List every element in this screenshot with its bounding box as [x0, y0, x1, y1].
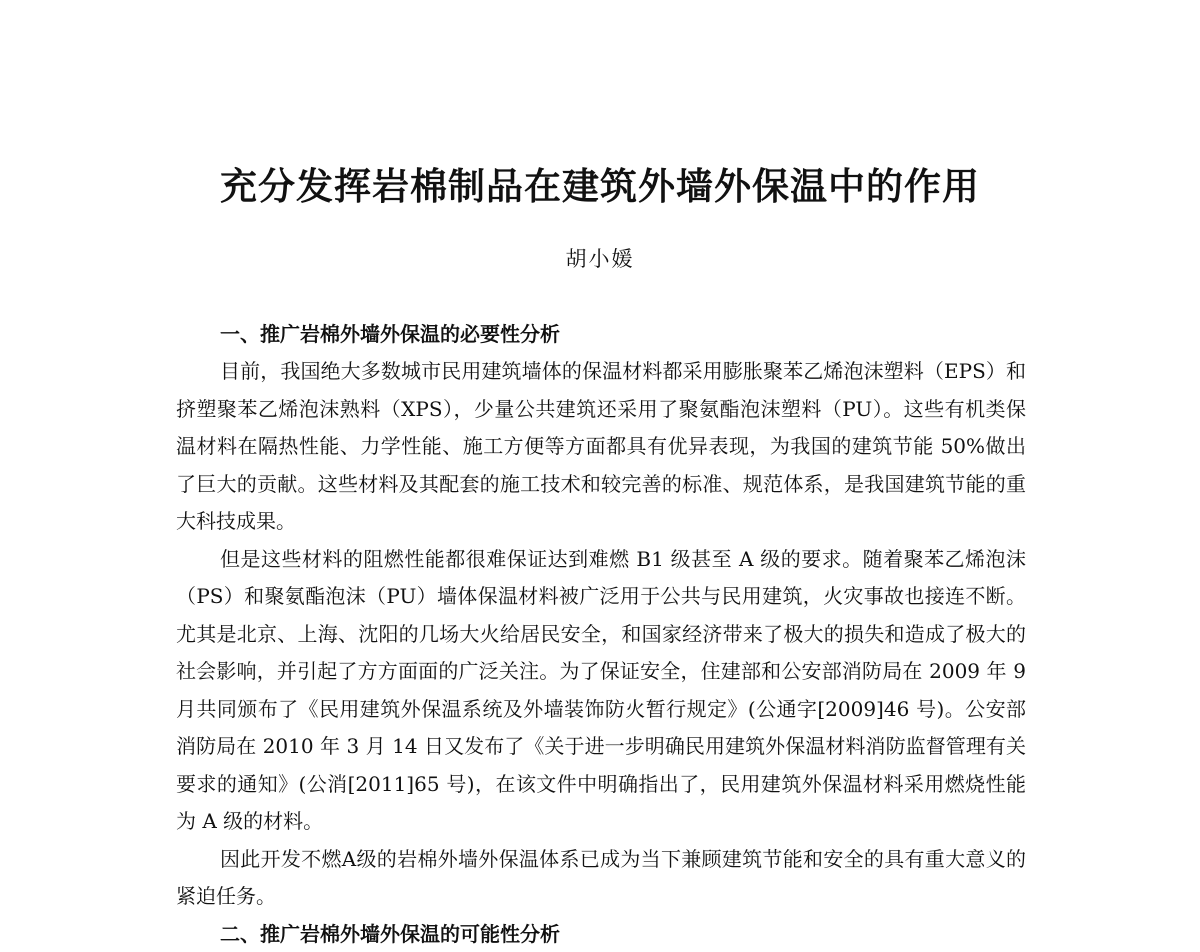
paper-author: 胡小媛 — [565, 247, 635, 271]
paragraph-2: 但是这些材料的阻燃性能都很难保证达到难燃 B1 级甚至 A 级的要求。随着聚苯乙烯泡沫（PS）和聚氨酯泡沫（PU）墙体保温材料被广泛用于公共与民用建筑，火灾事故也接连不断。尤其是北京、上海、沈阳的几场大火给居民安全，和国家经济带来了极大的损失和造成了极大的社会影响，并引起了方方面面的广泛关注。为了保证安全，住建部和公安部消防局在 2009 年 9 月共同颁布了《民用建筑外保温系统及外墙装饰防火暂行规定》(公通字[2009]46 号)。公安部消防局在 2010 年 3 月 14 日又发布了《关于进一步明确民用建筑外保温材料消防监督管理有关要求的通知》(公消[2011]65 号)，在该文件中明确指出了，民用建筑外保温材料采用燃烧性能为 A 级的材料。 — [176, 546, 1026, 833]
section-heading-1: 一、推广岩棉外墙外保温的必要性分析 — [220, 322, 560, 346]
paper-title: 充分发挥岩棉制品在建筑外墙外保温中的作用 — [220, 165, 980, 208]
paragraph-3: 因此开发不燃A级的岩棉外墙外保温体系已成为当下兼顾建筑节能和安全的具有重大意义的紧迫任务。 — [176, 846, 1026, 908]
paragraph-1: 目前，我国绝大多数城市民用建筑墙体的保温材料都采用膨胀聚苯乙烯泡沫塑料（EPS）和挤塑聚苯乙烯泡沫熟料（XPS），少量公共建筑还采用了聚氨酯泡沫塑料（PU）。这些有机类保温材料在隔热性能、力学性能、施工方便等方面都具有优异表现，为我国的建筑节能 50%做出了巨大的贡献。这些材料及其配套的施工技术和较完善的标准、规范体系，是我国建筑节能的重大科技成果。 — [176, 359, 1026, 533]
paper-body — [176, 316, 1026, 952]
section-heading-2: 二、推广岩棉外墙外保温的可能性分析 — [220, 921, 560, 946]
